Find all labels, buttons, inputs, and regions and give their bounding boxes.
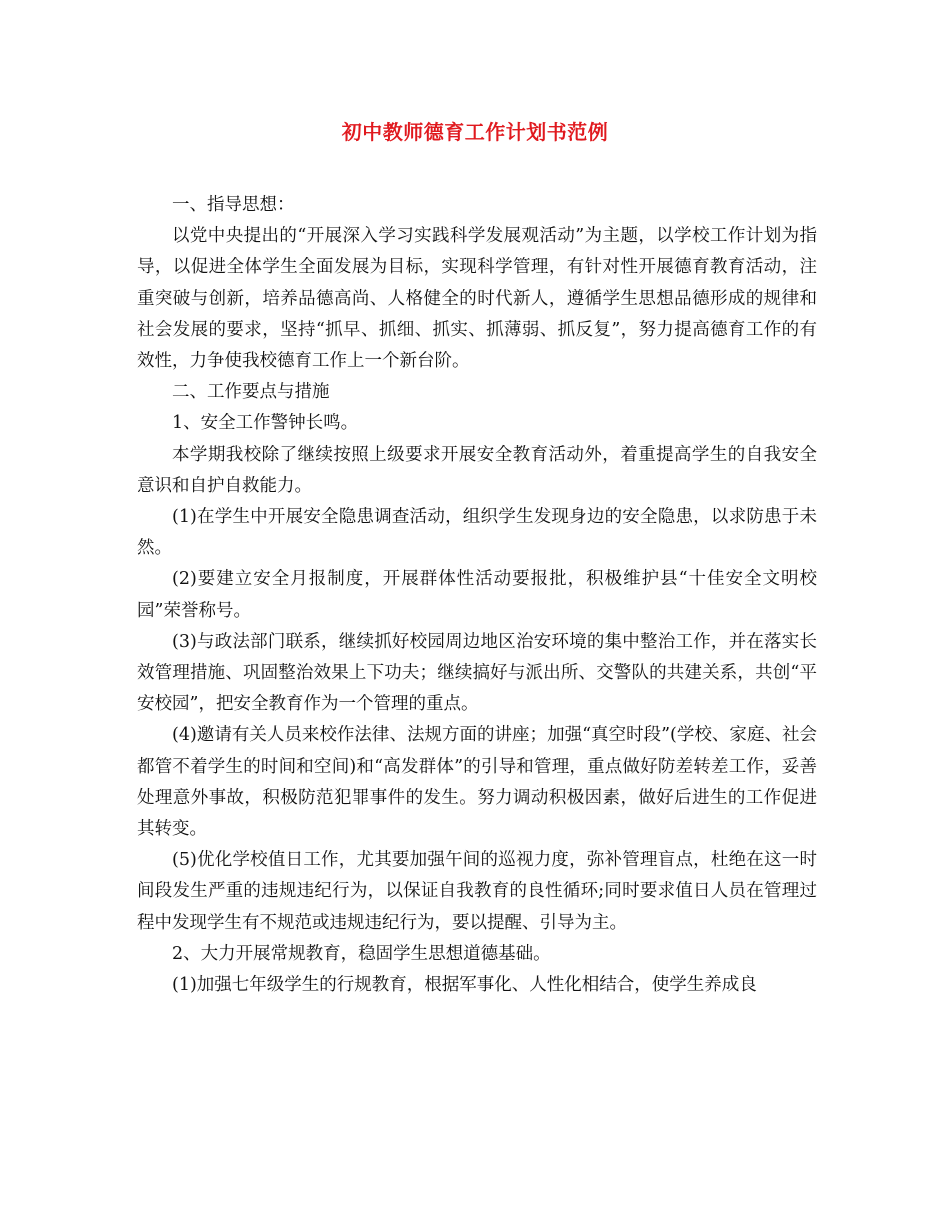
paragraph: (1)加强七年级学生的行规教育，根据军事化、人性化相结合，使学生养成良 [172, 975, 757, 996]
document-title: 初中教师德育工作计划书范例 [341, 120, 609, 144]
paragraph: (1)在学生中开展安全隐患调查活动，组织学生发现身边的安全隐患，以求防患于未然。 [137, 507, 817, 559]
paragraph: (4)邀请有关人员来校作法律、法规方面的讲座；加强“真空时段”(学校、家庭、社会都管不着学生的时间和空间)和“高发群体”的引导和管理，重点做好防差转差工作，妥善处理意外事故，积极防范犯罪事件的发生。努力调动积极因素，做好后进生的工作促进其转变。 [137, 725, 817, 840]
document-body [137, 190, 817, 1001]
paragraph: 一、指导思想： [172, 195, 295, 215]
paragraph: 2、大力开展常规教育，稳固学生思想道德基础。 [172, 943, 551, 964]
paragraph: (2)要建立安全月报制度，开展群体性活动要报批，积极维护县“十佳安全文明校园”荣誉称号。 [137, 569, 817, 621]
paragraph: (5)优化学校值日工作，尤其要加强午间的巡视力度，弥补管理盲点，杜绝在这一时间段发生严重的违规违纪行为，以保证自我教育的良性循环;同时要求值日人员在管理过程中发现学生有不规范或违规违纪行为，要以提醒、引导为主。 [137, 850, 817, 933]
paragraph: 以党中央提出的“开展深入学习实践科学发展观活动”为主题，以学校工作计划为指导，以促进全体学生全面发展为目标，实现科学管理，有针对性开展德育教育活动，注重突破与创新，培养品德高尚、人格健全的时代新人，遵循学生思想品德形成的规律和社会发展的要求，坚持“抓早、抓细、抓实、抓薄弱、抓反复”，努力提高德育工作的有效性，力争使我校德育工作上一个新台阶。 [137, 226, 817, 372]
paragraph: 二、工作要点与措施 [172, 382, 330, 403]
paragraph: 本学期我校除了继续按照上级要求开展安全教育活动外，着重提高学生的自我安全意识和自护自救能力。 [137, 444, 817, 496]
paragraph: 1、安全工作警钟长鸣。 [172, 413, 359, 434]
paragraph: (3)与政法部门联系，继续抓好校园周边地区治安环境的集中整治工作，并在落实长效管理措施、巩固整治效果上下功夫；继续搞好与派出所、交警队的共建关系，共创“平安校园”，把安全教育作为一个管理的重点。 [137, 631, 817, 715]
